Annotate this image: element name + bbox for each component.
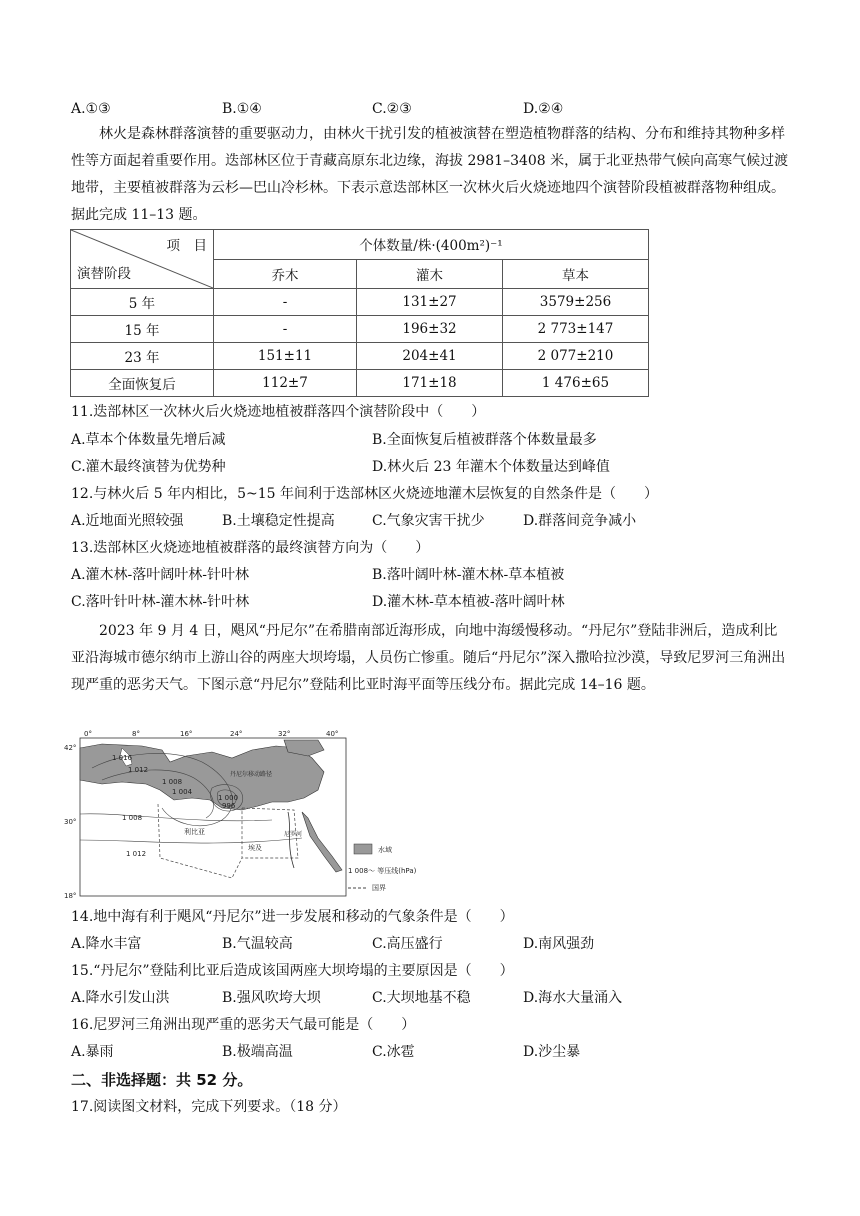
- table-col-tree: 乔木: [214, 259, 357, 289]
- isobar-label: 1 012: [126, 850, 147, 858]
- q16-option-b: B.极端高温: [222, 1044, 293, 1060]
- table-row: [71, 316, 649, 343]
- table-cell: 1 476±65: [503, 370, 649, 397]
- isobar-label: 1 008: [122, 814, 143, 822]
- q11-stem: 11.迭部林区一次林火后火烧迹地植被群落四个演替阶段中（ ）: [71, 404, 486, 420]
- q16-option-c: C.冰雹: [372, 1044, 415, 1060]
- table-cell: 2 077±210: [503, 343, 649, 370]
- q12-option-d: D.群落间竞争减小: [523, 513, 637, 529]
- isobar-label: 1 008: [162, 778, 183, 786]
- q10-option-b: B.①④: [222, 101, 262, 117]
- passage-forest-fire: [71, 121, 791, 229]
- table-row: [71, 370, 649, 397]
- q14-stem: 14.地中海有利于飓风“丹尼尔”进一步发展和移动的气象条件是（ ）: [71, 909, 514, 925]
- passage-hurricane-text: 2023 年 9 月 4 日，飓风“丹尼尔”在希腊南部近海形成，向地中海缓慢移动。“丹尼尔”登陆非洲后，造成利比亚沿海城市德尔纳市上游山谷的两座大坝垮塌，人员伤亡惨重。随后“丹尼尔”深入撒哈拉沙漠，导致尼罗河三角洲出现严重的恶劣天气。下图示意“丹尼尔”登陆利比亚时海平面等压线分布。据此完成 14–16 题。: [71, 623, 786, 693]
- isobar-label: 1 000: [218, 794, 239, 802]
- q13-option-a: A.灌木林-落叶阔叶林-针叶林: [71, 567, 250, 583]
- table-cell: 196±32: [357, 316, 503, 343]
- lon-labels: [84, 730, 338, 738]
- lat-label: 18°: [64, 892, 77, 900]
- table-cell: -: [214, 316, 357, 343]
- legend-border-label: 国界: [372, 884, 386, 892]
- lat-label: 42°: [64, 744, 77, 752]
- lon-label: 8°: [132, 730, 140, 738]
- table-cell: 2 773±147: [503, 316, 649, 343]
- table-row: [71, 343, 649, 370]
- q11-option-d: D.林火后 23 年灌木个体数量达到峰值: [372, 459, 610, 475]
- nile-label: 尼罗河: [284, 831, 303, 838]
- isobar-label: 996: [222, 802, 236, 810]
- isobar-label: 1 016: [112, 754, 133, 762]
- passage-forest-fire-text: 林火是森林群落演替的重要驱动力，由林火干扰引发的植被演替在塑造植物群落的结构、分布和维持其物种多样性等方面起着重要作用。迭部林区位于青藏高原东北边缘，海拔 2981–3408 米，属于北亚热带气候向高寒气候过渡地带，主要植被群落为云杉—巴山冷杉林。下表示意迭部林区一次林火后火烧迹地四个演替阶段植被群落物种组成。据此完成 11–13 题。: [71, 126, 789, 223]
- lat-label: 30°: [64, 818, 77, 826]
- q10-option-c: C.②③: [372, 101, 412, 117]
- succession-table: [70, 229, 649, 397]
- isobar-map: [62, 728, 432, 900]
- legend-water-swatch: [354, 844, 372, 854]
- lon-label: 40°: [326, 730, 339, 738]
- table-cell: 23 年: [71, 343, 214, 370]
- q12-option-a: A.近地面光照较强: [71, 513, 184, 529]
- table-cell: -: [214, 289, 357, 316]
- table-cell: 15 年: [71, 316, 214, 343]
- table-cell: 204±41: [357, 343, 503, 370]
- table-cell: 全面恢复后: [71, 370, 214, 397]
- table-cell: 151±11: [214, 343, 357, 370]
- table-header-stage: 演替阶段: [77, 266, 131, 282]
- country-label-egypt: 埃及: [248, 844, 262, 852]
- q15-option-a: A.降水引发山洪: [71, 990, 170, 1006]
- q14-option-d: D.南风强劲: [523, 936, 595, 952]
- q11-option-a: A.草本个体数量先增后减: [71, 432, 226, 448]
- q12-option-c: C.气象灾害干扰少: [372, 513, 485, 529]
- q11-option-b: B.全面恢复后植被群落个体数量最多: [372, 432, 597, 448]
- q13-option-d: D.灌木林-草本植被-落叶阔叶林: [372, 594, 565, 610]
- storm-path-label: 丹尼尔移动路径: [230, 771, 273, 778]
- table-cell: 171±18: [357, 370, 503, 397]
- q11-option-c: C.灌木最终演替为优势种: [71, 459, 226, 475]
- passage-hurricane: [71, 618, 791, 699]
- q15-stem: 15.“丹尼尔”登陆利比亚后造成该国两座大坝垮塌的主要原因是（ ）: [71, 963, 514, 979]
- q13-option-b: B.落叶阔叶林-灌木林-草本植被: [372, 567, 565, 583]
- q10-option-d: D.②④: [523, 101, 564, 117]
- q16-option-d: D.沙尘暴: [523, 1044, 581, 1060]
- table-row: [71, 289, 649, 316]
- table-col-herb: 草本: [503, 259, 649, 289]
- q15-option-b: B.强风吹垮大坝: [222, 990, 321, 1006]
- q14-option-a: A.降水丰富: [71, 936, 142, 952]
- q10-option-a: A.①③: [71, 101, 111, 117]
- section-heading: 二、非选择题：共 52 分。: [71, 1071, 253, 1089]
- table-header-count: 个体数量/株·(400m²)⁻¹: [214, 230, 649, 260]
- map-legend: [348, 844, 417, 892]
- q16-option-a: A.暴雨: [71, 1044, 114, 1060]
- lon-label: 24°: [230, 730, 243, 738]
- q16-stem: 16.尼罗河三角洲出现严重的恶劣天气最可能是（ ）: [71, 1017, 416, 1033]
- q14-option-c: C.高压盛行: [372, 936, 443, 952]
- table-col-shrub: 灌木: [357, 259, 503, 289]
- lon-label: 0°: [84, 730, 92, 738]
- q17-stem: 17.阅读图文材料，完成下列要求。（18 分）: [71, 1099, 347, 1115]
- table-corner-cell: [71, 230, 214, 289]
- table-header-item: 项 目: [166, 238, 207, 254]
- table-cell: 112±7: [214, 370, 357, 397]
- q12-stem: 12.与林火后 5 年内相比，5~15 年间利于迭部林区火烧迹地灌木层恢复的自然条件是（ ）: [71, 486, 658, 502]
- legend-isobar-label: 1 008～ 等压线(hPa): [348, 867, 417, 875]
- q13-option-c: C.落叶针叶林-灌木林-针叶林: [71, 594, 250, 610]
- q14-option-b: B.气温较高: [222, 936, 293, 952]
- q12-option-b: B.土壤稳定性提高: [222, 513, 335, 529]
- legend-water-label: 水域: [378, 846, 392, 854]
- lon-label: 32°: [278, 730, 291, 738]
- table-cell: 3579±256: [503, 289, 649, 316]
- lon-label: 16°: [180, 730, 193, 738]
- lat-labels: [64, 744, 76, 900]
- table-cell: 131±27: [357, 289, 503, 316]
- q13-stem: 13.迭部林区火烧迹地植被群落的最终演替方向为（ ）: [71, 540, 430, 556]
- table-cell: 5 年: [71, 289, 214, 316]
- q15-option-c: C.大坝地基不稳: [372, 990, 471, 1006]
- q15-option-d: D.海水大量涌入: [523, 990, 623, 1006]
- country-label-libya: 利比亚: [184, 828, 205, 836]
- isobar-label: 1 004: [172, 788, 193, 796]
- isobar-label: 1 012: [128, 766, 149, 774]
